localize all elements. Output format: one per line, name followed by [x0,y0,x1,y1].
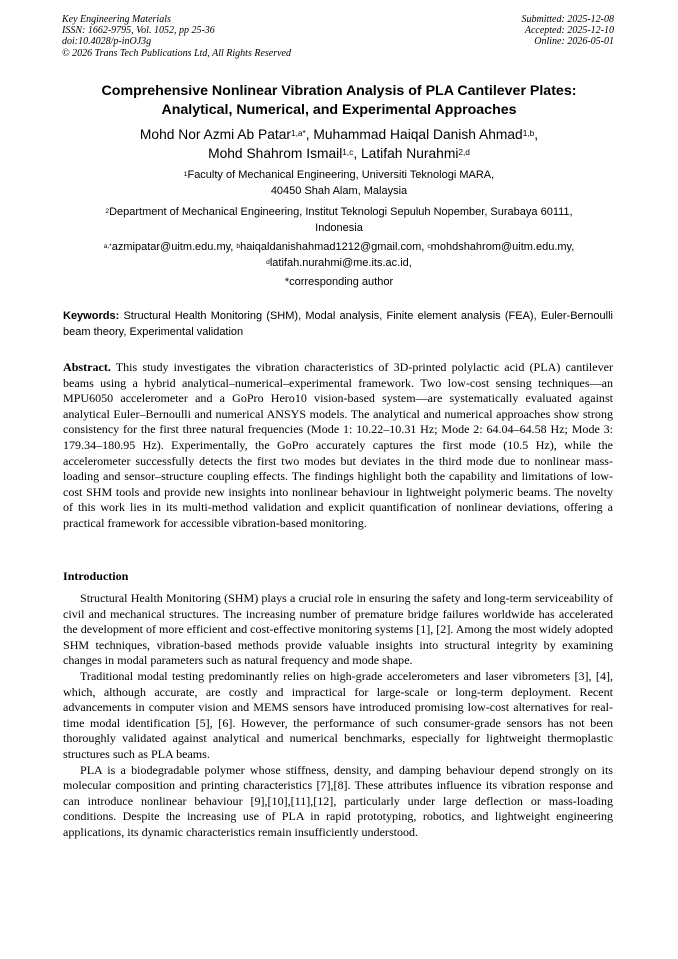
author-separator: , [534,127,539,142]
journal-header-right [522,14,615,48]
abstract-label: Abstract. [63,360,111,374]
introduction-body [63,591,613,841]
author-affiliation-mark: 1,c [342,148,354,158]
author-emails [40,240,638,271]
keywords [63,309,613,340]
author-separator: , [305,127,314,142]
paragraph: Structural Health Monitoring (SHM) plays a crucial role in ensuring the safety and long-term serviceability of civil and mechanical structures. The increasing number of premature bridge failures worldwide has accelerated the development of more efficient and cost-effective monitoring systems [1], [2]. Among the most widely adopted SHM techniques, vibration-based methods provide valuable insights into structural integrity by examining changes in modal parameters such as natural frequency and mode shape. [63,591,613,668]
author-name: Latifah Nurahmi [361,146,459,161]
affiliation-text: Indonesia [315,221,363,234]
email-mark: b [236,243,241,251]
email-address: latifah.nurahmi@me.its.ac.id, [269,256,412,269]
author-name: Mohd Shahrom Ismail [208,146,343,161]
author-affiliation-mark: 1,a* [290,129,306,139]
accepted-date: Accepted: 2025-12-10 [524,25,614,37]
journal-header-left [62,14,291,59]
author-separator: , [353,146,361,161]
author-affiliation-mark: 2,d [458,148,470,158]
paper-title [40,82,638,120]
paragraph: Traditional modal testing predominantly relies on high-grade accelerometers and laser vibrometers [3], [4], which, although accurate, are costly and impractical for large-scale or long-term deployment. Recent advancements in computer vision and MEMS sensors have introduced promising low-cost alternatives for real-time modal identification [5], [6]. However, the performance of such consumer-grade sensors has not been thoroughly validated against analytical and numerical benchmarks, especially for lightweight thermoplastic structures such as PLA beams. [63,668,613,761]
email-address: mohdshahrom@uitm.edu.my, [430,241,575,253]
author-affiliation-mark: 1,b [522,129,535,139]
email-mark: c [427,243,431,251]
affiliation-mark: 1 [183,171,188,179]
email-mark: d [266,258,270,266]
submitted-date: Submitted: 2025-12-08 [521,14,614,25]
affiliation-mark: 2 [105,208,110,216]
affiliation-1 [40,168,638,199]
keywords-text: Structural Health Monitoring (SHM), Modal analysis, Finite element analysis (FEA), Euler-Bernoulli beam theory, Experimental validation [63,310,613,338]
affiliation-text: 40450 Shah Alam, Malaysia [270,184,408,197]
journal-issn: ISSN: 1662-9795, Vol. 1052, pp 25-36 [62,25,215,37]
journal-doi: doi:10.4028/p-inOJ3g [62,36,152,48]
journal-copyright: © 2026 Trans Tech Publications Ltd, All Rights Reserved [62,47,291,59]
author-list [40,125,638,163]
abstract-text: This study investigates the vibration characteristics of 3D-printed polylactic acid (PLA) cantilever beams using a hybrid analytical–numerical–experimental framework. Two low-cost sensing techniques—an MPU6050 accelerometer and a GoPro Hero10 vision-based system—are systematically evaluated against analytical Euler–Bernoulli and numerical ANSYS models. The analytical and numerical approaches show strong consistency for the first three natural frequencies (Mode 1: 10.22–10.31 Hz; Mode 2: 64.04–64.58 Hz; Mode 3: 179.34–180.95 Hz). Experimentally, the GoPro accurately captures the first mode (10.5 Hz), while the accelerometer successfully detects the first two modes but deviates in the third mode due to nonlinear mass-loading and sensor–structure coupling effects. The findings highlight both the capability and limitations of low-cost SHM tools and provide new insights into nonlinear behaviour in lightweight polymeric beams. The novelty of this work lies in its multi-method validation and explicit quantification of nonlinear deviations, offering a practical framework for accessible vibration-based monitoring. [63,360,613,530]
paragraph: PLA is a biodegradable polymer whose stiffness, density, and damping behaviour depend strongly on its molecular composition and printing characteristics [7],[8]. These attributes influence its vibration response and can introduce nonlinear behaviour [9],[10],[11],[12], particularly under large deflection or mass-loading conditions. Despite the increasing use of PLA in rapid prototyping, robotics, and lightweight engineering applications, its dynamic characteristics remain insufficiently understood. [63,762,613,839]
email-address: haiqaldanishahmad1212@gmail.com, [240,241,428,253]
affiliation-text: Department of Mechanical Engineering, Institut Teknologi Sepuluh Nopember, Surabaya 60111, [109,206,573,218]
section-heading-introduction: Introduction [63,569,129,583]
author-name: Mohd Nor Azmi Ab Patar [139,127,291,142]
affiliation-text: Faculty of Mechanical Engineering, Universiti Teknologi MARA, [187,169,495,181]
abstract [63,360,613,532]
title-line-2: Analytical, Numerical, and Experimental Approaches [161,102,517,118]
online-date: Online: 2026-05-01 [534,36,614,48]
corresponding-author-note: *corresponding author [284,276,394,288]
affiliation-2 [40,205,638,236]
author-name: Muhammad Haiqal Danish Ahmad [313,127,523,142]
email-address: azmipatar@uitm.edu.my, [111,241,237,253]
journal-name: Key Engineering Materials [62,14,171,25]
keywords-label: Keywords: [63,310,120,322]
email-mark: a,* [103,243,112,251]
title-line-1: Comprehensive Nonlinear Vibration Analysis of PLA Cantilever Plates: [101,83,577,99]
